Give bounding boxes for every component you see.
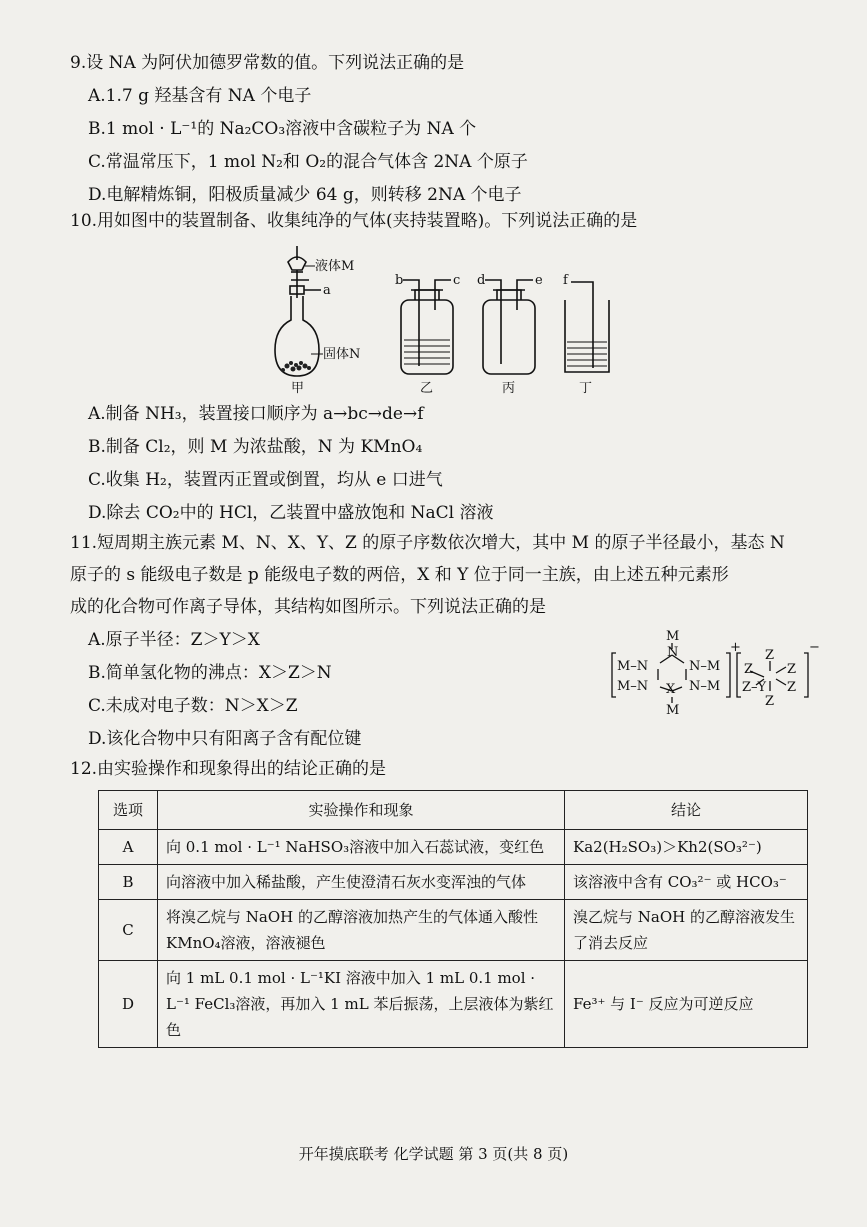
row-option: D [99,961,158,1048]
row-operation: 向 1 mL 0.1 mol · L⁻¹KI 溶液中加入 1 mL 0.1 mol · L⁻¹ FeCl₃溶液，再加入 1 mL 苯后振荡，上层液体为紫红色 [158,961,565,1048]
row-option: A [99,830,158,865]
anion-zy: Z–Y [742,680,767,695]
q11-option-d: D.该化合物中只有阳离子含有配位键 [88,729,362,749]
q11-stem-line3: 成的化合物可作离子导体，其结构如图所示。下列说法正确的是 [70,597,546,617]
apparatus-yi-label: 乙 [420,381,434,396]
header-conclusion: 结论 [565,791,808,830]
row-conclusion: Fe³⁺ 与 I⁻ 反应为可逆反应 [565,961,808,1048]
structure-bottom-m: M [666,703,680,718]
anion-right-z-bottom: Z [787,680,797,695]
row-conclusion: 该溶液中含有 CO₃²⁻ 或 HCO₃⁻ [565,865,808,900]
port-f-label: f [563,273,568,288]
q10-option-c: C.收集 H₂，装置丙正置或倒置，均从 e 口进气 [88,470,443,490]
port-c-label: c [453,273,461,288]
structure-right-nm-top: N–M [689,659,721,674]
experiment-table [98,790,808,1048]
q11-option-a: A.原子半径：Z＞Y＞X [88,630,260,650]
solid-n-label: 固体N [323,347,361,362]
apparatus-figure [255,240,635,395]
table-row [99,865,808,900]
anion-left-z: Z [744,662,754,677]
q11-option-c: C.未成对电子数：N＞X＞Z [88,696,298,716]
row-operation: 向 0.1 mol · L⁻¹ NaHSO₃溶液中加入石蕊试液，变红色 [158,830,565,865]
row-operation: 将溴乙烷与 NaOH 的乙醇溶液加热产生的气体通入酸性 KMnO₄溶液，溶液褪色 [158,900,565,961]
apparatus-jia-label: 甲 [291,381,305,396]
table-row [99,961,808,1048]
q11-stem-line2: 原子的 s 能级电子数是 p 能级电子数的两倍，X 和 Y 位于同一主族，由上述五种元素形 [70,565,729,585]
structure-left-mn-bottom: M–N [617,679,649,694]
q10-option-d: D.除去 CO₂中的 HCl，乙装置中盛放饱和 NaCl 溶液 [88,503,494,523]
q9-option-b: B.1 mol · L⁻¹的 Na₂CO₃溶液中含碳粒子为 NA 个 [88,119,477,139]
row-operation: 向溶液中加入稀盐酸，产生使澄清石灰水变浑浊的气体 [158,865,565,900]
apparatus-ding-label: 丁 [579,381,593,396]
q12-stem: 12.由实验操作和现象得出的结论正确的是 [70,759,387,779]
cation-charge: + [730,640,741,655]
port-a-label: a [323,283,331,298]
row-conclusion: 溴乙烷与 NaOH 的乙醇溶液发生了消去反应 [565,900,808,961]
q10-option-b: B.制备 Cl₂，则 M 为浓盐酸，N 为 KMnO₄ [88,437,423,457]
q11-option-b: B.简单氢化物的沸点：X＞Z＞N [88,663,332,683]
table-row [99,900,808,961]
q9-stem: 9.设 NA 为阿伏加德罗常数的值。下列说法正确的是 [70,53,465,73]
table-header-row [99,791,808,830]
structure-ring-x: X [666,682,676,697]
structure-right-nm-bottom: N–M [689,679,721,694]
anion-bottom-z: Z [765,694,775,709]
header-operation: 实验操作和现象 [158,791,565,830]
table-row [99,830,808,865]
q9-option-d: D.电解精炼铜，阳极质量减少 64 g，则转移 2NA 个电子 [88,185,522,205]
row-conclusion: Ka2(H₂SO₃)＞Kh2(SO₃²⁻) [565,830,808,865]
structure-top-m: M [666,629,680,644]
row-option: C [99,900,158,961]
port-e-label: e [535,273,543,288]
port-d-label: d [477,273,486,288]
anion-top-z: Z [765,648,775,663]
q10-stem: 10.用如图中的装置制备、收集纯净的气体(夹持装置略)。下列说法正确的是 [70,211,638,231]
q11-stem-line1: 11.短周期主族元素 M、N、X、Y、Z 的原子序数依次增大，其中 M 的原子半径最小，基态 N [70,533,785,553]
apparatus-bing-label: 丙 [502,381,516,396]
row-option: B [99,865,158,900]
q9-option-a: A.1.7 g 羟基含有 NA 个电子 [88,86,312,106]
port-b-label: b [395,273,404,288]
header-option: 选项 [99,791,158,830]
page-footer: 开年摸底联考 化学试题 第 3 页(共 8 页) [298,1145,569,1163]
ionic-structure-figure [610,625,820,718]
liquid-m-label: 液体M [315,259,355,274]
anion-charge: − [809,640,820,655]
anion-right-z-top: Z [787,662,797,677]
q10-option-a: A.制备 NH₃，装置接口顺序为 a→bc→de→f [88,404,424,424]
q9-option-c: C.常温常压下，1 mol N₂和 O₂的混合气体含 2NA 个原子 [88,152,528,172]
structure-left-mn-top: M–N [617,659,649,674]
structure-top-n: N [667,645,679,660]
